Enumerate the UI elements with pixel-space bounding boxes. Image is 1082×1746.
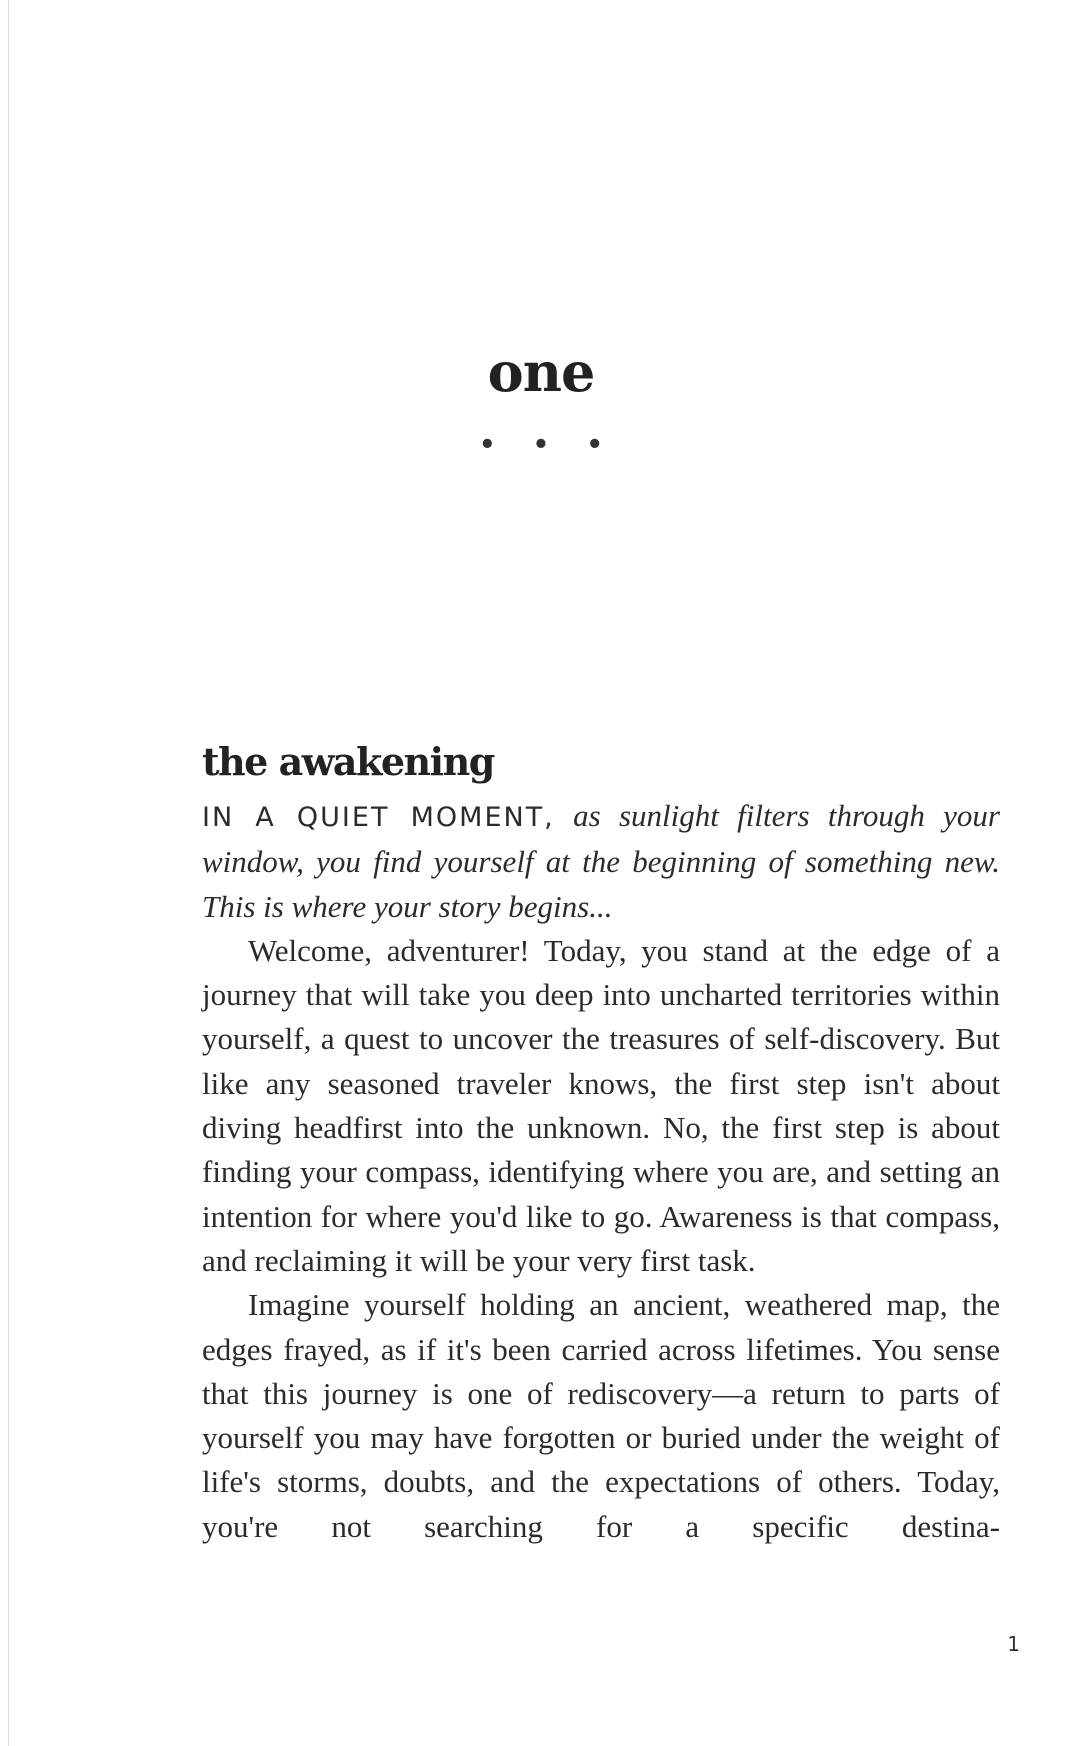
section-title: the awakening [202, 739, 494, 784]
body-paragraph-1: Welcome, adventurer! Today, you stand at the edge of a journey that will take you deep into uncharted territories within yourself, a quest to uncover the treasures of self-discovery. But like any seasoned traveler knows, the first step isn't about diving headfirst into the unknown. No, the first step is about finding your compass, identifying where you are, and setting an intention for where you'd like to go. Awareness is that compass, and reclaiming it will be your very first task. [202, 932, 1000, 1278]
intro-italic-text: as sunlight filters through your window, you find yourself at the beginning of something new. This is where your story begins... [202, 798, 1000, 924]
lead-in-smallcaps: IN A QUIET MOMENT, [202, 802, 555, 833]
page-edge-line [8, 0, 9, 1746]
body-paragraph-2: Imagine yourself holding an ancient, weathered map, the edges frayed, as if it's been carried across lifetimes. You sense that this journey is one of rediscovery—a return to parts of yourself you may have forgotten or buried under the weight of life's storms, doubts, and the expectations of others. Today, you're not searching for a specific destina- [202, 1287, 1000, 1544]
chapter-body [202, 740, 1000, 1549]
intro-paragraph [202, 794, 1000, 929]
chapter-number: one [487, 340, 595, 404]
page-number: 1 [1007, 1632, 1020, 1656]
chapter-ornament: • • • [479, 430, 617, 460]
